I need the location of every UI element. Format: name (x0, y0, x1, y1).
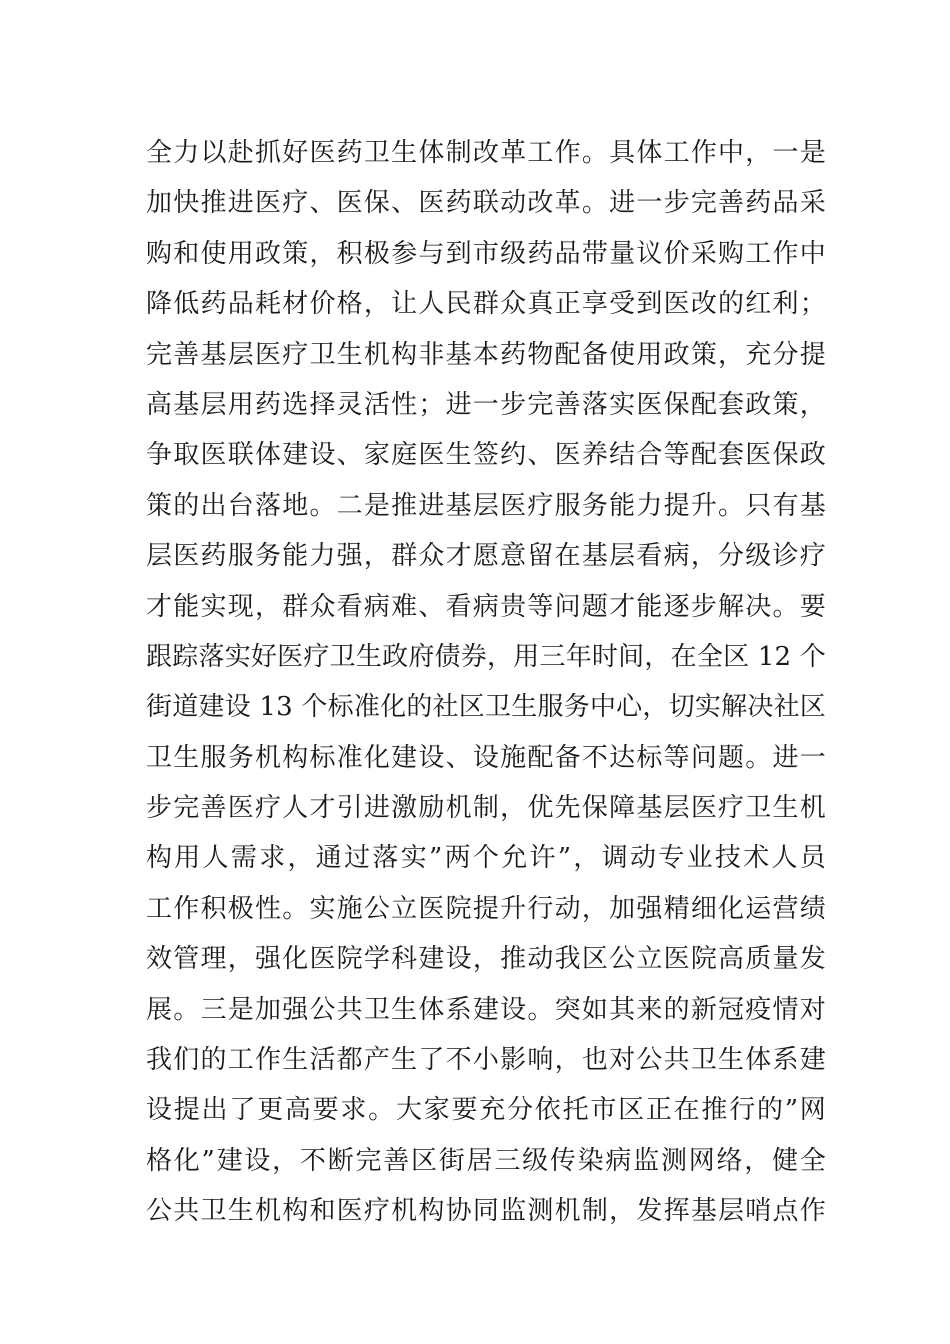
text-line: 工作积极性。实施公立医院提升行动，加强精细化运营绩 (146, 893, 826, 924)
text-line: 购和使用政策，积极参与到市级药品带量议价采购工作中 (146, 238, 826, 269)
text-line: 加快推进医疗、医保、医药联动改革。进一步完善药品采 (146, 188, 826, 219)
text-line: 策的出台落地。二是推进基层医疗服务能力提升。只有基 (146, 490, 826, 521)
text-line: 格化”建设，不断完善区街居三级传染病监测网络，健全 (146, 1145, 826, 1176)
text-line: 效管理，强化医院学科建设，推动我区公立医院高质量发 (146, 944, 826, 975)
text-line: 层医药服务能力强，群众才愿意留在基层看病，分级诊疗 (146, 541, 826, 572)
text-line: 公共卫生机构和医疗机构协同监测机制，发挥基层哨点作 (146, 1196, 826, 1227)
text-line: 展。三是加强公共卫生体系建设。突如其来的新冠疫情对 (146, 994, 826, 1025)
text-line: 跟踪落实好医疗卫生政府债券，用三年时间，在全区 12 个 (146, 641, 826, 672)
text-line: 高基层用药选择灵活性；进一步完善落实医保配套政策， (146, 389, 826, 420)
text-line: 争取医联体建设、家庭医生签约、医养结合等配套医保政 (146, 440, 826, 471)
text-line: 步完善医疗人才引进激励机制，优先保障基层医疗卫生机 (146, 793, 826, 824)
text-line: 全力以赴抓好医药卫生体制改革工作。具体工作中，一是 (146, 138, 826, 168)
text-line: 构用人需求，通过落实”两个允许”，调动专业技术人员 (146, 843, 826, 874)
text-line: 卫生服务机构标准化建设、设施配备不达标等问题。进一 (146, 742, 826, 773)
text-line: 才能实现，群众看病难、看病贵等问题才能逐步解决。要 (146, 591, 826, 622)
text-line: 我们的工作生活都产生了不小影响，也对公共卫生体系建 (146, 1045, 826, 1076)
text-line: 降低药品耗材价格，让人民群众真正享受到医改的红利； (146, 289, 826, 320)
text-line: 完善基层医疗卫生机构非基本药物配备使用政策，充分提 (146, 339, 826, 370)
text-line: 街道建设 13 个标准化的社区卫生服务中心，切实解决社区 (146, 692, 826, 723)
body-text (146, 128, 826, 1237)
text-line: 设提出了更高要求。大家要充分依托市区正在推行的”网 (146, 1095, 826, 1126)
